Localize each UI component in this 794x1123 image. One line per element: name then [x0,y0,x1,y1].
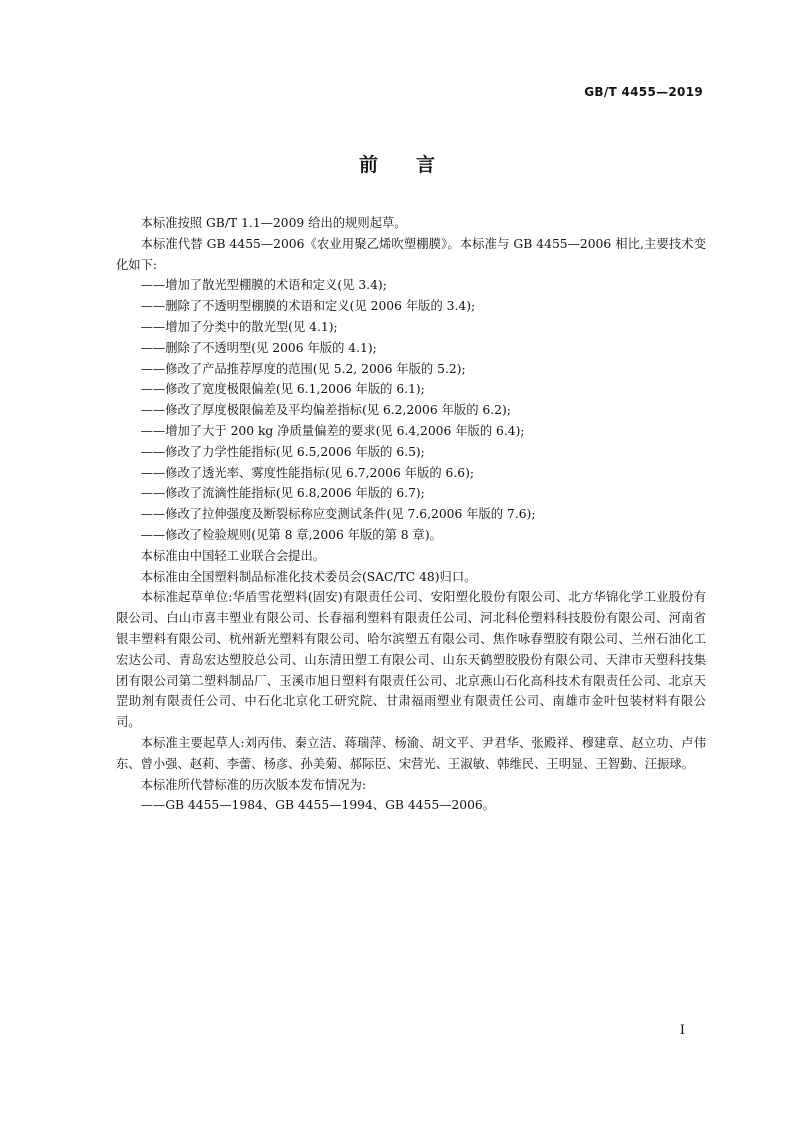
change-item: ——增加了散光型棚膜的术语和定义(见 3.4); [140,278,387,293]
change-item: ——删除了不透明型棚膜的术语和定义(见 2006 年版的 3.4); [140,299,476,314]
change-item: ——增加了大于 200 kg 净质量偏差的要求(见 6.4,2006 年版的 6.4); [140,423,525,438]
foreword-body [116,213,706,816]
change-item: ——修改了拉伸强度及断裂标称应变测试条件(见 7.6,2006 年版的 7.6); [140,507,536,522]
paragraph: 本标准由全国塑料制品标准化技术委员会(SAC/TC 48)归口。 [140,569,477,584]
drafting-units: 本标准起草单位:华盾雪花塑料(固安)有限责任公司、安阳塑化股份有限公司、北方华锦化学工业股份有限公司、白山市喜丰塑业有限公司、长春福利塑料有限责任公司、河北科伦塑料科技股份有限公司、河南省银丰塑料有限公司、杭州新光塑料有限公司、哈尔滨塑五有限公司、焦作咏春塑胶有限公司、兰州石油化工宏达公司、青岛宏达塑胶总公司、山东清田塑工有限公司、山东天鹤塑胶股份有限公司、天津市天塑科技集团有限公司第二塑料制品厂、玉溪市旭日塑料有限责任公司、北京燕山石化高科技术有限责任公司、北京天罡助剂有限责任公司、中石化北京化工研究院、甘肃福雨塑业有限责任公司、南雄市金叶包装材料有限公司。 [116,590,706,730]
history-item: ——GB 4455—1984、GB 4455—1994、GB 4455—2006。 [140,798,496,813]
paragraph: 本标准所代替标准的历次版本发布情况为: [140,777,367,792]
change-item: ——修改了宽度极限偏差(见 6.1,2006 年版的 6.1); [140,382,425,397]
change-item: ——修改了透光率、雾度性能指标(见 6.7,2006 年版的 6.6); [140,465,475,480]
change-item: ——修改了检验规则(见第 8 章,2006 年版的第 8 章)。 [140,527,442,542]
paragraph: 本标准代替 GB 4455—2006《农业用聚乙烯吹塑棚膜》。本标准与 GB 4455—2006 相比,主要技术变化如下: [116,236,706,272]
page-number: I [679,1023,685,1038]
change-item: ——修改了流滴性能指标(见 6.8,2006 年版的 6.7); [140,486,425,501]
change-item: ——修改了产品推荐厚度的范围(见 5.2, 2006 年版的 5.2); [140,361,466,376]
drafters: 本标准主要起草人:刘丙伟、秦立洁、蒋瑞萍、杨渝、胡文平、尹君华、张殿祥、穆建章、赵立功、卢伟东、曾小强、赵莉、李蕾、杨彦、孙美菊、郝际臣、宋营光、王淑敏、韩维民、王明显、王智勤、汪振球。 [116,735,706,771]
change-item: ——修改了力学性能指标(见 6.5,2006 年版的 6.5); [140,444,425,459]
page-title: 前言 [358,154,473,176]
paragraph: 本标准由中国轻工业联合会提出。 [140,548,326,563]
standard-code: GB/T 4455—2019 [584,85,703,99]
change-item: ——修改了厚度极限偏差及平均偏差指标(见 6.2,2006 年版的 6.2); [140,403,511,418]
change-item: ——增加了分类中的散光型(见 4.1); [140,319,338,334]
paragraph: 本标准按照 GB/T 1.1—2009 给出的规则起草。 [140,216,407,230]
change-item: ——删除了不透明型(见 2006 年版的 4.1); [140,340,377,355]
